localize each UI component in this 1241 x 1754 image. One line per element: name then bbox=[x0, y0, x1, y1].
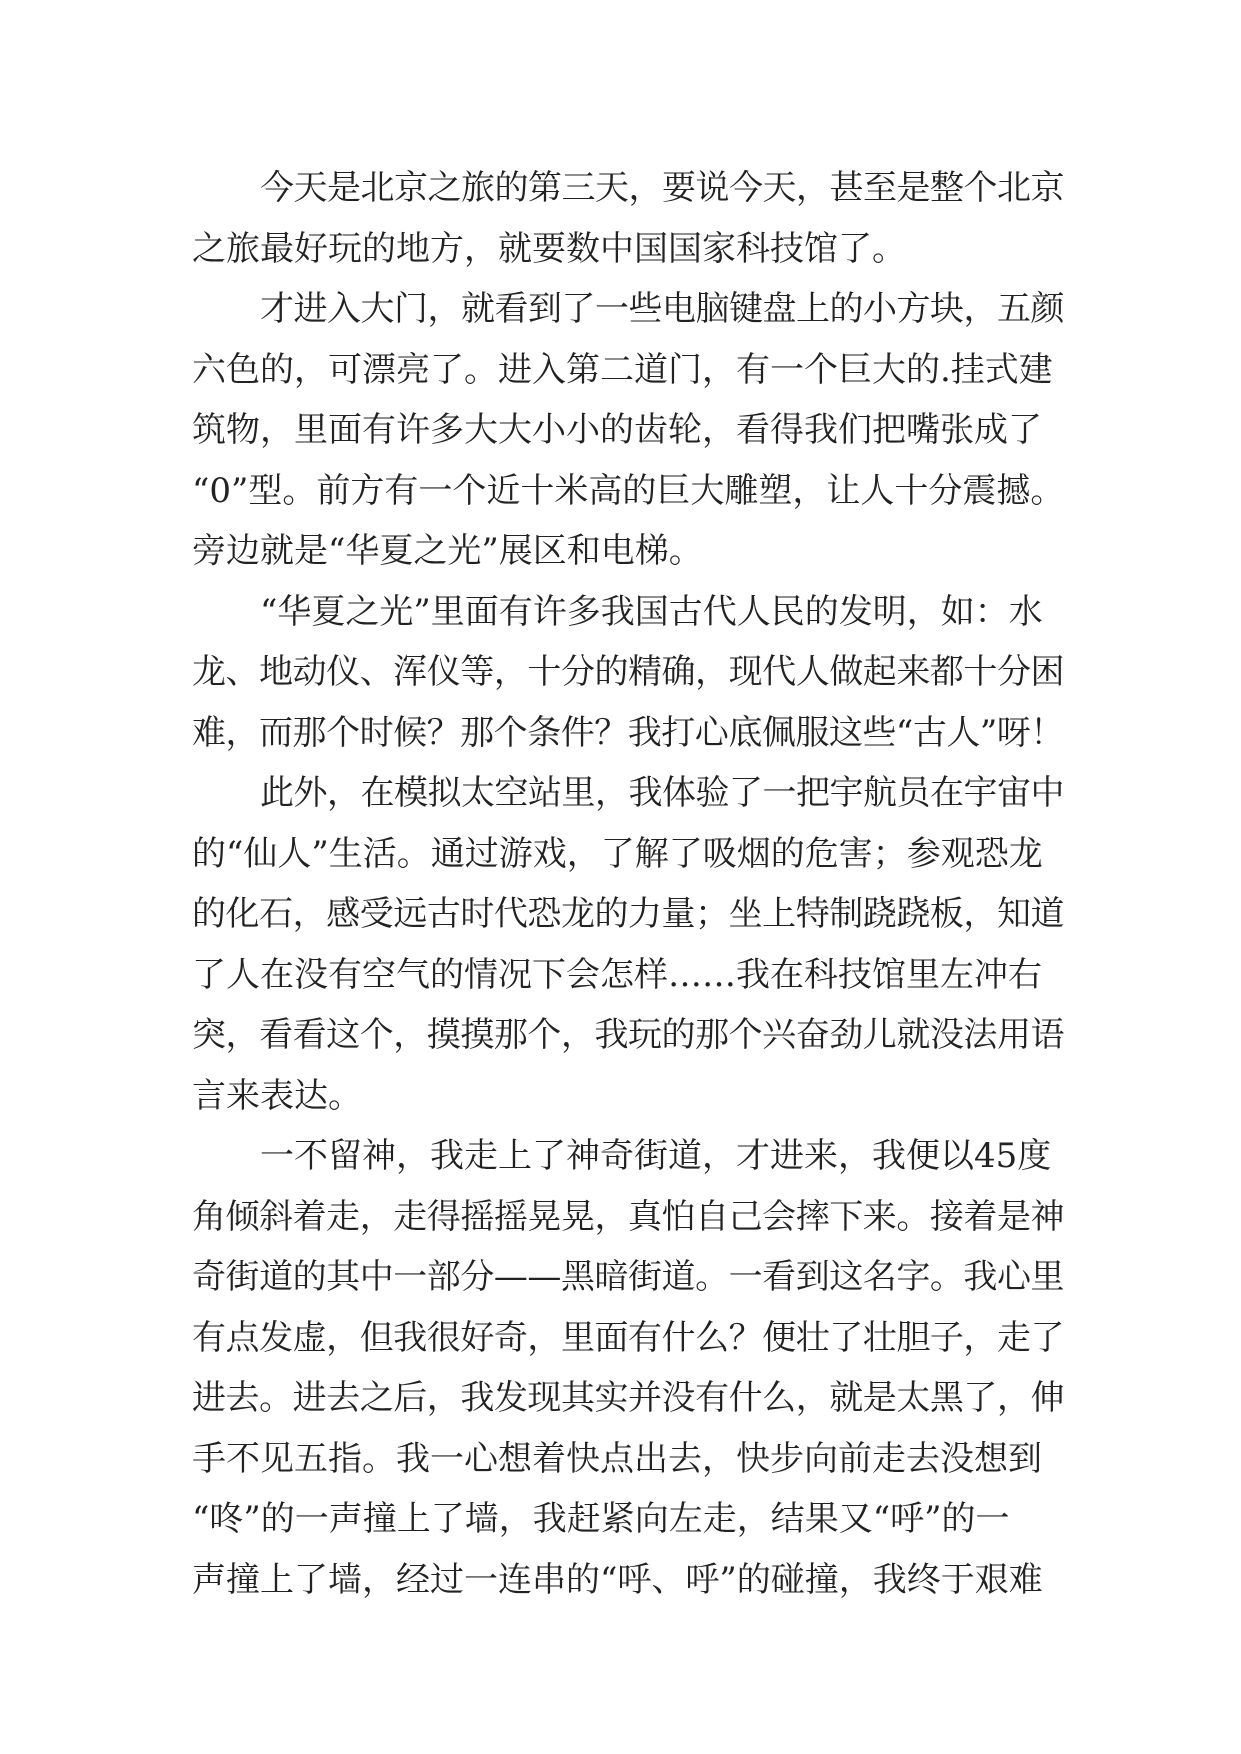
text-line: 声撞上了墙，经过一连串的“呼、呼”的碰撞，我终于艰难 bbox=[192, 1559, 1043, 1600]
text-line: 突，看看这个，摸摸那个，我玩的那个兴奋劲儿就没法用语 bbox=[192, 1015, 1065, 1055]
text-line: 六色的，可漂亮了。进入第二道门，有一个巨大的.挂式建 bbox=[192, 349, 1053, 390]
text-line: 奇街道的其中一部分——黑暗街道。一看到这名字。我心里 bbox=[192, 1257, 1065, 1297]
text-line: 今天是北京之旅的第三天，要说今天，甚至是整个北京 bbox=[260, 168, 1064, 208]
text-line: 旁边就是“华夏之光”展区和电梯。 bbox=[192, 531, 703, 571]
text-line: 有点发虚，但我很好奇，里面有什么？便壮了壮胆子，走了 bbox=[192, 1317, 1065, 1358]
text-line: 的化石，感受远古时代恐龙的力量；坐上特制跷跷板，知道 bbox=[192, 894, 1065, 934]
text-line: 之旅最好玩的地方，就要数中国国家科技馆了。 bbox=[192, 228, 906, 269]
text-line: 角倾斜着走，走得摇摇晃晃，真怕自己会摔下来。接着是神 bbox=[192, 1196, 1065, 1237]
text-line: “0”型。前方有一个近十米高的巨大雕塑，让人十分震撼。 bbox=[192, 470, 1065, 511]
text-line: 了人在没有空气的情况下会怎样……我在科技馆里左冲右 bbox=[192, 954, 1042, 995]
text-line: 此外，在模拟太空站里，我体验了一把宇航员在宇宙中 bbox=[260, 773, 1064, 813]
text-line: 难，而那个时候？那个条件？我打心底佩服这些“古人”呀！ bbox=[192, 712, 1064, 753]
text-line: 筑物，里面有许多大大小小的齿轮，看得我们把嘴张成了 bbox=[192, 410, 1042, 450]
text-line: 手不见五指。我一心想着快点出去，快步向前走去没想到 bbox=[192, 1438, 1042, 1479]
text-line: 的“仙人”生活。通过游戏，了解了吸烟的危害；参观恐龙 bbox=[192, 833, 1043, 874]
text-line: 一不留神，我走上了神奇街道，才进来，我便以45度 bbox=[260, 1136, 1052, 1176]
essay-body bbox=[192, 158, 1065, 1610]
text-line: 进去。进去之后，我发现其实并没有什么，就是太黑了，伸 bbox=[192, 1378, 1065, 1418]
text-line: “咚”的一声撞上了墙，我赶紧向左走，结果又“呼”的一 bbox=[192, 1499, 1010, 1539]
text-line: “华夏之光”里面有许多我国古代人民的发明，如：水 bbox=[260, 591, 1043, 632]
text-line: 言来表达。 bbox=[192, 1075, 362, 1116]
text-line: 才进入大门，就看到了一些电脑键盘上的小方块，五颜 bbox=[260, 289, 1064, 329]
text-line: 龙、地动仪、浑仪等，十分的精确，现代人做起来都十分困 bbox=[192, 652, 1065, 692]
